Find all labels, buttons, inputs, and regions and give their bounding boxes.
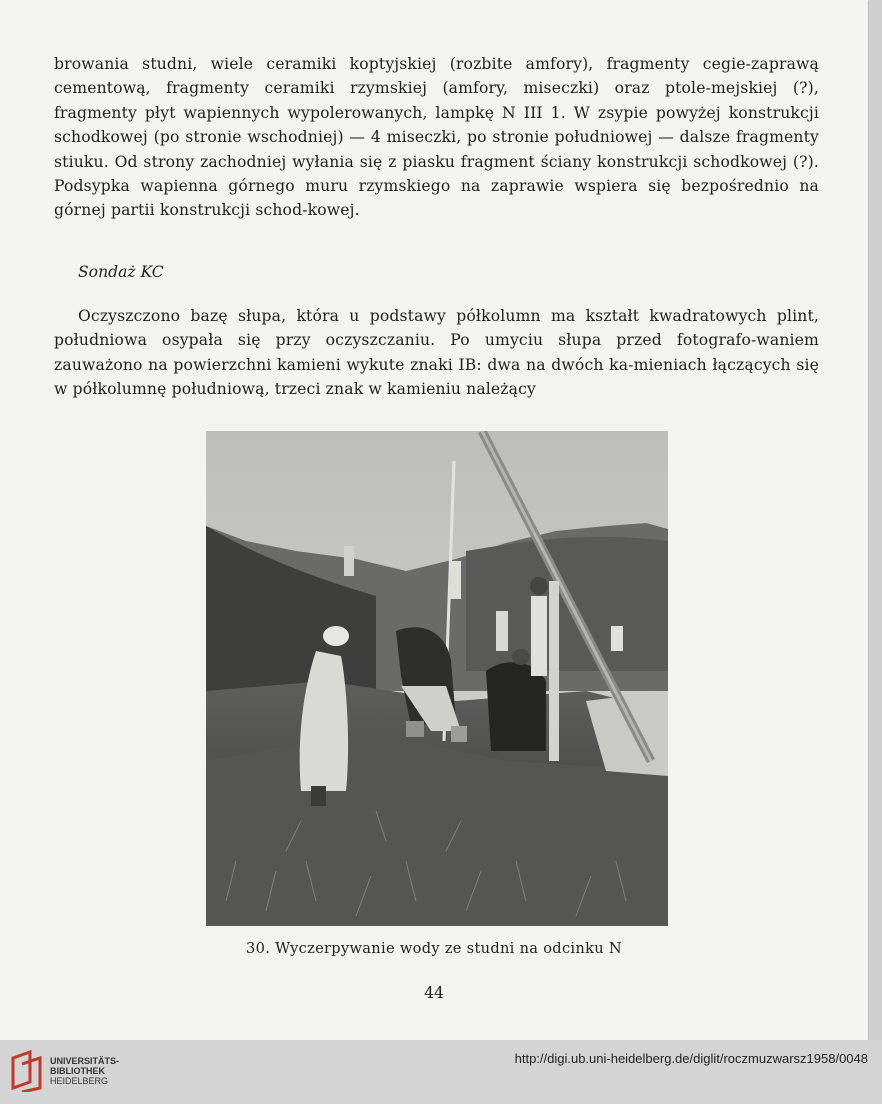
paragraph-1: browania studni, wiele ceramiki koptyjskiej (rozbite amfory), fragmenty cegie-zaprawą cementową, fragmenty ceramiki rzymskiej (amfory, miseczki) oraz ptole-mejskiej (?), fragmenty płyt wapiennych wypolerowanych, lampkę N III 1. W zsypie powyżej konstrukcji schodkowej (po stronie wschodniej) — 4 miseczki, po stronie południowej — dalsze fragmenty stiuku. Od strony zachodniej wyłania się z piasku fragment ściany konstrukcji schodkowej (?). Podsypka wapienna górnego muru rzymskiego na zaprawie wspiera się bezpośrednio na górnej partii konstrukcji schod-kowej. [54,55,819,220]
footer-bar [0,1040,882,1104]
library-line-2: BIBLIOTHEK [50,1066,105,1076]
library-logo-icon [10,1050,44,1092]
excavation-photo-image [206,431,668,926]
body-text [54,52,819,223]
source-url[interactable]: http://digi.ub.uni-heidelberg.de/diglit/roczmuzwarsz1958/0048 [514,1051,868,1066]
library-line-1: UNIVERSITÄTS- [50,1056,120,1066]
figure-caption: 30. Wyczerpywanie wody ze studni na odcinku N [246,940,622,957]
section-heading: Sondaż KC [78,263,164,281]
library-line-3: HEIDELBERG [50,1076,109,1086]
page-number: 44 [424,984,444,1002]
excavation-photo [206,431,668,926]
library-name [50,1056,119,1086]
paragraph-2: Oczyszczono bazę słupa, która u podstawy półkolumn ma kształt kwadratowych plint, południowa osypała się przy oczyszczaniu. Po umyciu słupa przed fotografo-waniem zauważono na powierzchni kamieni wykute znaki IB: dwa na dwóch ka-mieniach łączących się w półkolumnę południową, trzeci znak w kamieniu należący [54,307,819,399]
